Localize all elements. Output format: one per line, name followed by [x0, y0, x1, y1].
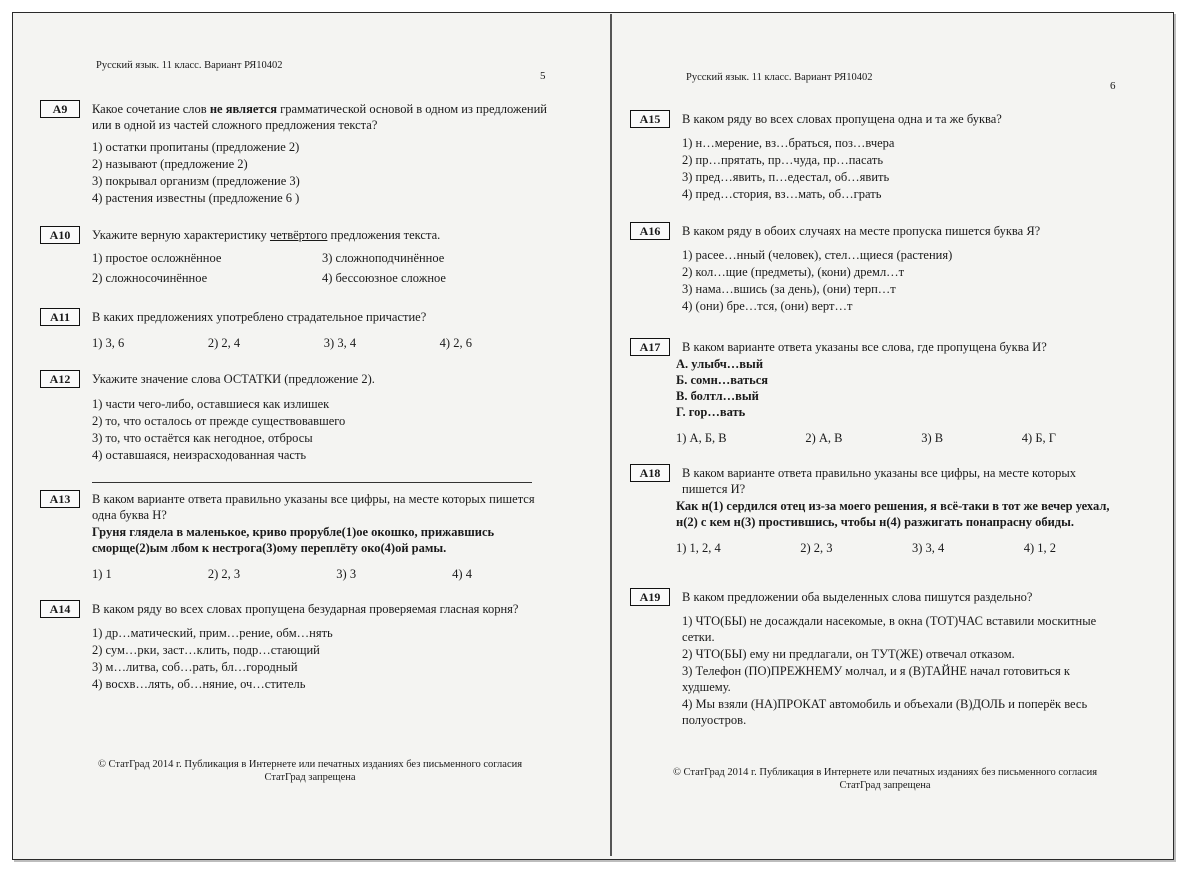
answer-options [682, 247, 1120, 314]
word-item: А. улыбч…вый [676, 357, 764, 371]
question-a15 [630, 110, 1120, 203]
answer-option: 2) 2, 3 [207, 567, 241, 581]
separator-rule [92, 482, 532, 483]
answer-option: 4) пред…стория, вз…мать, об…грать [682, 187, 882, 201]
question-text: Какое сочетание слов не является грамматической основой в одном из предложений или в одной из частей сложного предложения текста? [92, 102, 547, 132]
question-text: В каком варианте ответа указаны все слова, где пропущена буква И? [682, 340, 1047, 354]
answer-option: 2) сложносочинённое [92, 271, 208, 285]
question-a19 [630, 588, 1120, 729]
answer-option: 4) 1, 2 [1023, 541, 1056, 555]
question-label: А13 [40, 490, 80, 508]
question-a16 [630, 222, 1120, 315]
answer-option: 4) 2, 6 [439, 336, 472, 350]
answer-option: 2) сум…рки, заст…клить, подр…стающий [92, 643, 320, 657]
question-a18 [630, 464, 1120, 556]
right-page-number: 6 [1110, 80, 1116, 92]
question-text: В каком ряду в обоих случаях на месте пропуска пишется буква Я? [682, 224, 1041, 238]
answer-option: 4) Б, Г [1021, 431, 1056, 445]
answer-options [92, 396, 560, 463]
answer-option: 2) то, что осталось от прежде существовавшего [92, 414, 346, 428]
answer-option: 1) остатки пропитаны (предложение 2) [92, 140, 300, 154]
question-a13 [40, 490, 560, 582]
answer-option: 2) пр…прятать, пр…чуда, пр…пасать [682, 153, 884, 167]
answer-option: 2) 2, 3 [800, 541, 833, 555]
question-a12 [40, 370, 560, 464]
answer-option: 4) 4 [452, 567, 472, 581]
answer-option: 3) покрывал организм (предложение 3) [92, 174, 300, 188]
answer-options [682, 135, 1120, 202]
answer-option: 4) растения известны (предложение 6 ) [92, 191, 300, 205]
answer-options [676, 540, 1056, 556]
answer-options [676, 430, 1056, 446]
answer-option: 3) 3, 4 [911, 541, 945, 555]
answer-option: 2) ЧТО(БЫ) ему ни предлагали, он ТУТ(ЖЕ) отвечал отказом. [682, 647, 1015, 661]
answer-option: 3) то, что остаётся как негодное, отбросы [92, 431, 313, 445]
answer-option: 3) Телефон (ПО)ПРЕЖНЕМУ молчал, и я (В)ТАЙНЕ начал готовиться к худшему. [682, 664, 1070, 694]
right-page-footer: © СтатГрад 2014 г. Публикация в Интернете или печатных изданиях без письменного согласия СтатГрад запрещена [672, 767, 1098, 791]
answer-options [92, 625, 560, 692]
question-label: А12 [40, 370, 80, 388]
question-label: А9 [40, 100, 80, 118]
question-a11 [40, 308, 560, 351]
page-fold-line [610, 14, 612, 856]
answer-option: 4) (они) бре…тся, (они) верт…т [682, 299, 853, 313]
left-page-header: Русский язык. 11 класс. Вариант РЯ10402 [96, 60, 283, 71]
question-text: В каком ряду во всех словах пропущена одна и та же буква? [682, 112, 1002, 126]
answer-option: 3) 3, 4 [323, 336, 357, 350]
question-text: В каких предложениях употреблено страдательное причастие? [92, 310, 427, 324]
question-a17 [630, 338, 1120, 446]
answer-option: 1) ЧТО(БЫ) не досаждали насекомые, в окна (ТОТ)ЧАС вставили москитные сетки. [682, 614, 1097, 644]
answer-option: 3) В [921, 431, 944, 445]
question-text: Укажите верную характеристику четвёртого предложения текста. [92, 228, 441, 242]
answer-option: 3) 3 [336, 567, 357, 581]
answer-option: 1) расее…нный (человек), стел…щиеся (растения) [682, 248, 953, 262]
answer-option: 4) оставшаяся, неизрасходованная часть [92, 448, 307, 462]
answer-option: 2) А, В [805, 431, 843, 445]
question-label: А10 [40, 226, 80, 244]
question-a10 [40, 226, 560, 287]
question-label: А17 [630, 338, 670, 356]
question-text: В каком ряду во всех словах пропущена безударная проверяемая гласная корня? [92, 602, 519, 616]
word-item: Б. сомн…ваться [676, 373, 769, 387]
answer-option: 1) др…матический, прим…рение, обм…нять [92, 626, 333, 640]
question-text: В каком предложении оба выделенных слова пишутся раздельно? [682, 590, 1033, 604]
answer-options [92, 335, 472, 351]
answer-option: 1) А, Б, В [676, 431, 727, 445]
question-label: А16 [630, 222, 670, 240]
question-a14 [40, 600, 560, 693]
answer-option: 1) 1 [92, 567, 112, 581]
left-page-footer: © СтатГрад 2014 г. Публикация в Интернете или печатных изданиях без письменного согласия СтатГрад запрещена [97, 759, 523, 783]
question-sentence: Как н(1) сердился отец из-за моего решения, я всё-таки в тот же вечер уехал, н(2) с кем н(3) простившись, чтобы н(4) разжигать понапрасну обиды. [676, 499, 1110, 529]
answer-options [92, 139, 560, 206]
answer-option: 4) Мы взяли (НА)ПРОКАТ автомобиль и объехали (В)ДОЛЬ и поперёк весь полуостров. [682, 697, 1088, 727]
answer-option: 1) 3, 6 [92, 336, 125, 350]
answer-option: 3) м…литва, соб…рать, бл…городный [92, 660, 298, 674]
question-label: А19 [630, 588, 670, 606]
answer-option: 4) бессоюзное сложное [322, 271, 446, 285]
answer-option: 1) 1, 2, 4 [676, 541, 721, 555]
answer-options [92, 249, 560, 287]
answer-option: 4) восхв…лять, об…няние, оч…ститель [92, 677, 306, 691]
question-text: Укажите значение слова ОСТАТКИ (предложение 2). [92, 372, 375, 386]
answer-option: 3) сложноподчинённое [322, 251, 445, 265]
answer-option: 3) нама…вшись (за день), (они) терп…т [682, 282, 896, 296]
word-item: В. болтл…вый [676, 389, 759, 403]
answer-option: 2) 2, 4 [207, 336, 241, 350]
question-a9 [40, 100, 560, 207]
question-text: В каком варианте ответа правильно указаны все цифры, на месте которых пишется одна буква Н? [92, 492, 535, 522]
answer-option: 1) части чего-либо, оставшиеся как излишек [92, 397, 330, 411]
question-label: А14 [40, 600, 80, 618]
question-label: А15 [630, 110, 670, 128]
right-page-header: Русский язык. 11 класс. Вариант РЯ10402 [686, 72, 873, 83]
word-list [676, 355, 1120, 420]
question-label: А18 [630, 464, 670, 482]
answer-options [92, 566, 472, 582]
answer-option: 3) пред…явить, п…едестал, об…явить [682, 170, 890, 184]
question-label: А11 [40, 308, 80, 326]
question-text: В каком варианте ответа правильно указаны все цифры, на месте которых пишется И? [682, 466, 1077, 496]
left-page-number: 5 [540, 70, 546, 82]
answer-option: 2) называют (предложение 2) [92, 157, 248, 171]
question-sentence: Груня глядела в маленькое, криво прорубле(1)ое окошко, прижавшись сморще(2)ым лбом к нестрога(3)ому переплёту око(4)ой рамы. [92, 525, 495, 555]
answer-option: 1) простое осложнённое [92, 251, 222, 265]
answer-option: 2) кол…щие (предметы), (кони) дремл…т [682, 265, 905, 279]
answer-option: 1) н…мерение, вз…браться, поз…вчера [682, 136, 895, 150]
answer-options [682, 613, 1120, 728]
word-item: Г. гор…вать [676, 405, 746, 419]
